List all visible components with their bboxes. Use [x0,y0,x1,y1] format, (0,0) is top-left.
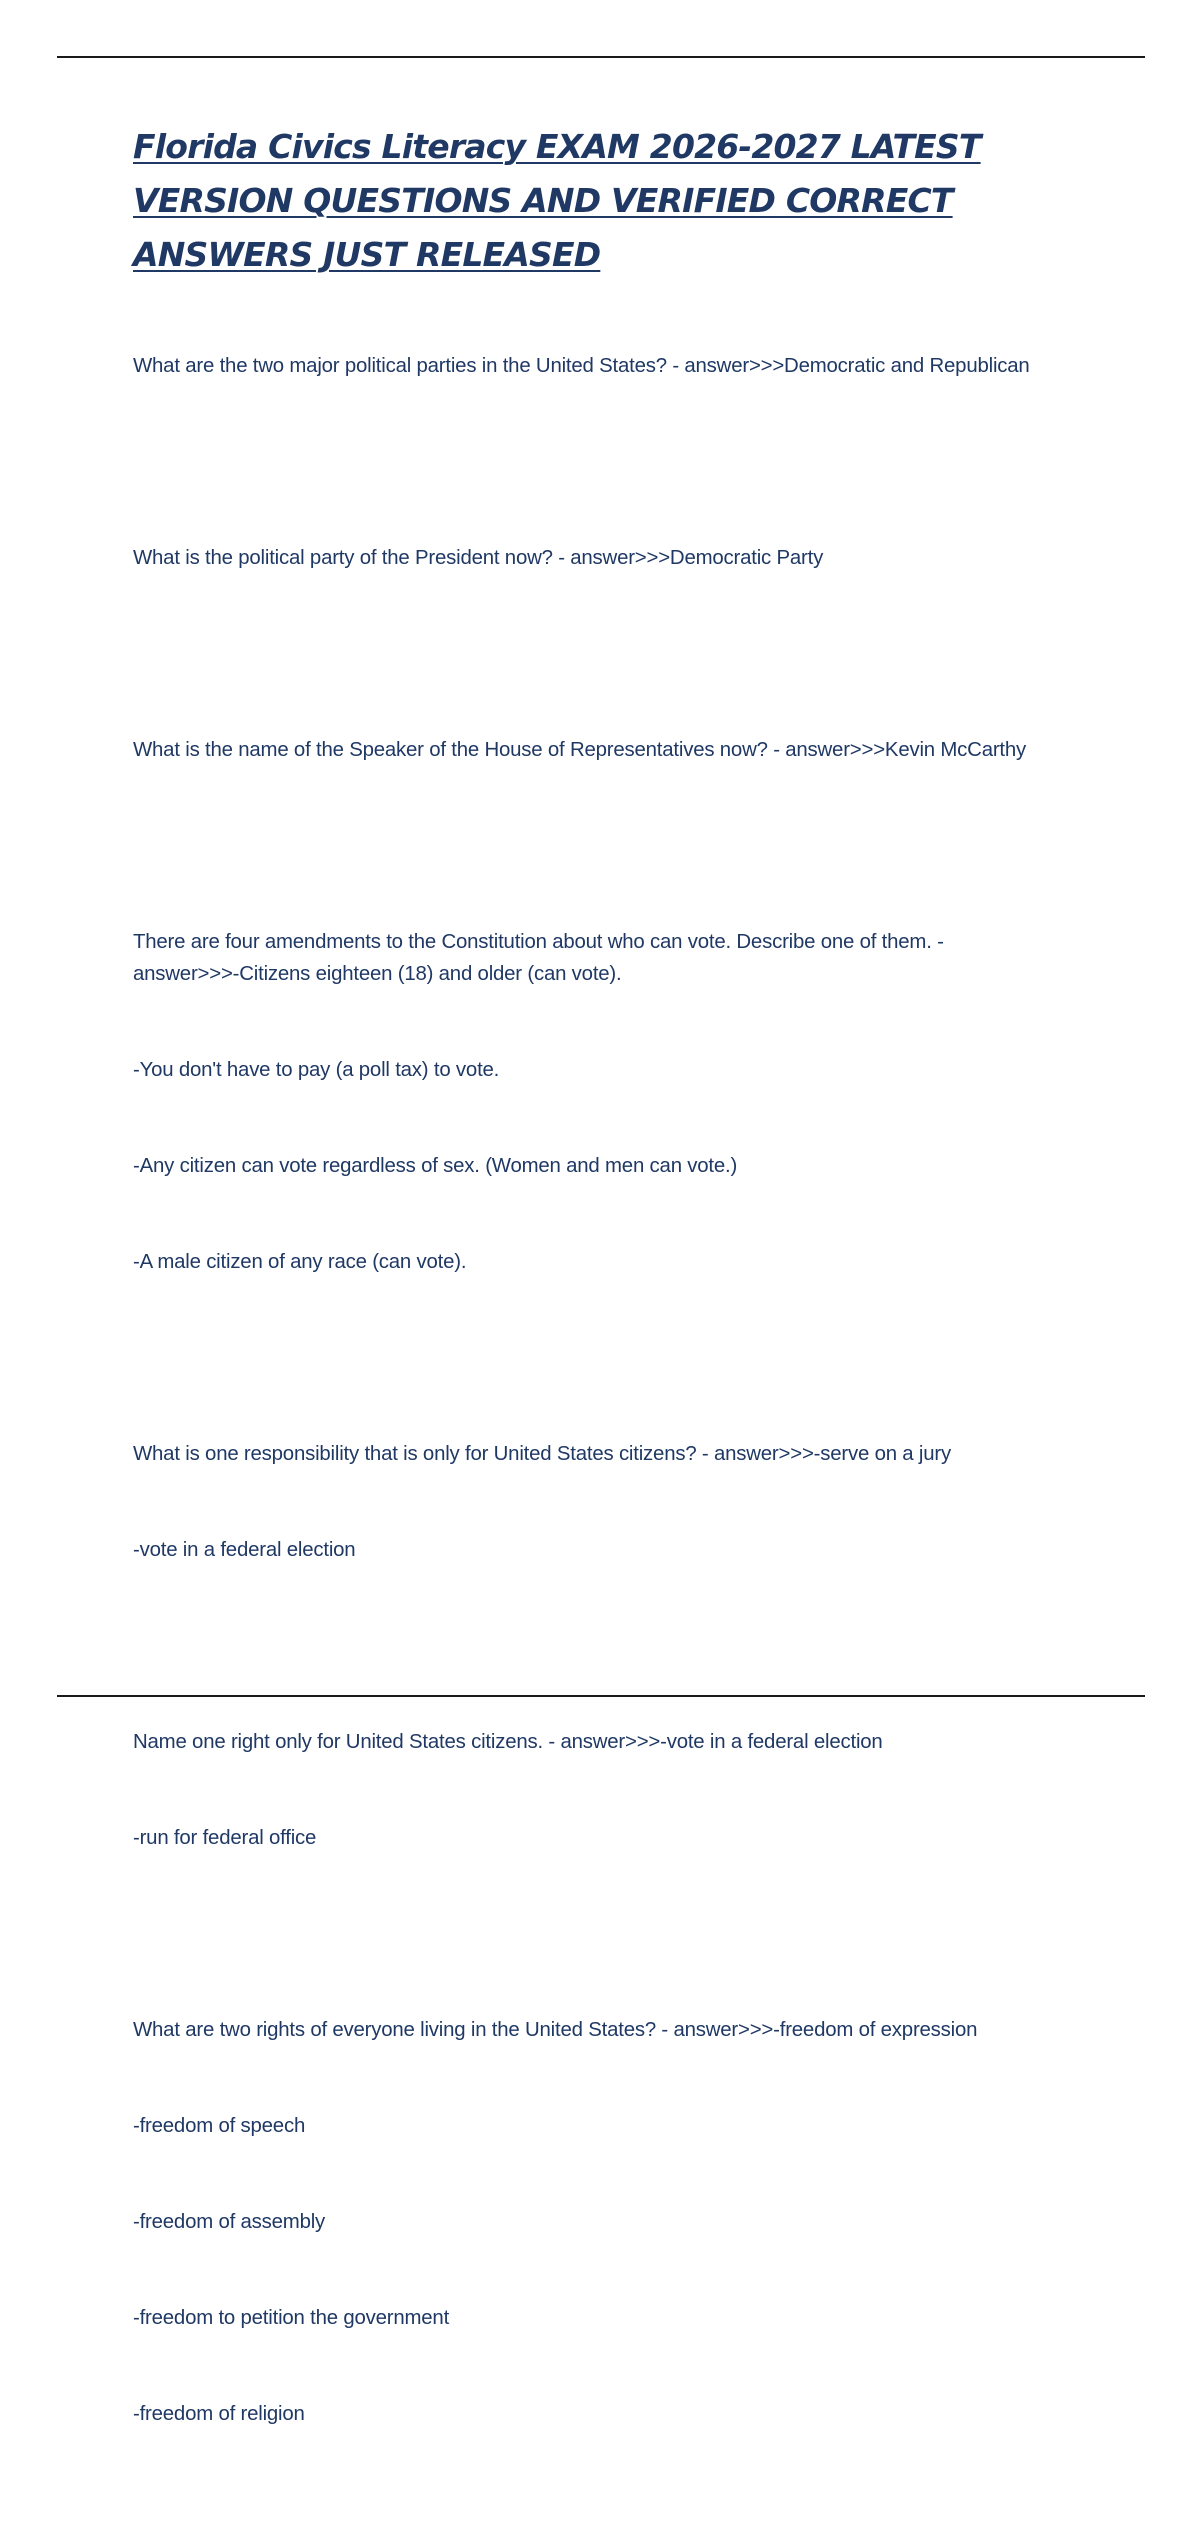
qa-question: Name one right only for United States citizens. - answer>>>-vote in a federal election [133,1731,883,1753]
qa-item [133,1950,1033,2494]
qa-question: What is the name of the Speaker of the House of Representatives now? - answer>>>Kevin McCarthy [133,739,1027,761]
qa-item [133,1662,1033,1918]
qa-answer-line: -vote in a federal election [133,1539,356,1561]
qa-item [133,478,1033,638]
qa-item [133,1374,1033,1630]
qa-item [133,670,1033,830]
qa-answer-line: -run for federal office [133,1827,317,1849]
qa-question: There are four amendments to the Constitution about who can vote. Describe one of them. - answer>>>-Citizens eighteen (18) and older (can vote). [133,931,950,985]
qa-answer-line: -freedom of speech [133,2115,306,2137]
qa-item [133,286,1033,446]
qa-answer-line: -Any citizen can vote regardless of sex. (Women and men can vote.) [133,1155,738,1177]
document-title: Florida Civics Literacy EXAM 2026-2027 LATEST VERSION QUESTIONS AND VERIFIED CORRECT ANSWERS JUST RELEASED [133,127,981,274]
qa-answer-line: -You don't have to pay (a poll tax) to vote. [133,1059,500,1081]
qa-question: What are two rights of everyone living in the United States? - answer>>>-freedom of expression [133,2019,978,2041]
document-body [133,120,1033,2526]
qa-answer-line: -freedom to petition the government [133,2307,450,2329]
qa-answer-line: -freedom of religion [133,2403,305,2425]
bottom-rule [57,1695,1145,1697]
top-rule [57,56,1145,58]
qa-item [133,862,1033,1342]
qa-question: What is the political party of the President now? - answer>>>Democratic Party [133,547,824,569]
qa-question: What is one responsibility that is only for United States citizens? - answer>>>-serve on a jury [133,1443,951,1465]
qa-question: What are the two major political parties in the United States? - answer>>>Democratic and Republican [133,355,1030,377]
qa-answer-line: -A male citizen of any race (can vote). [133,1251,467,1273]
qa-answer-line: -freedom of assembly [133,2211,326,2233]
